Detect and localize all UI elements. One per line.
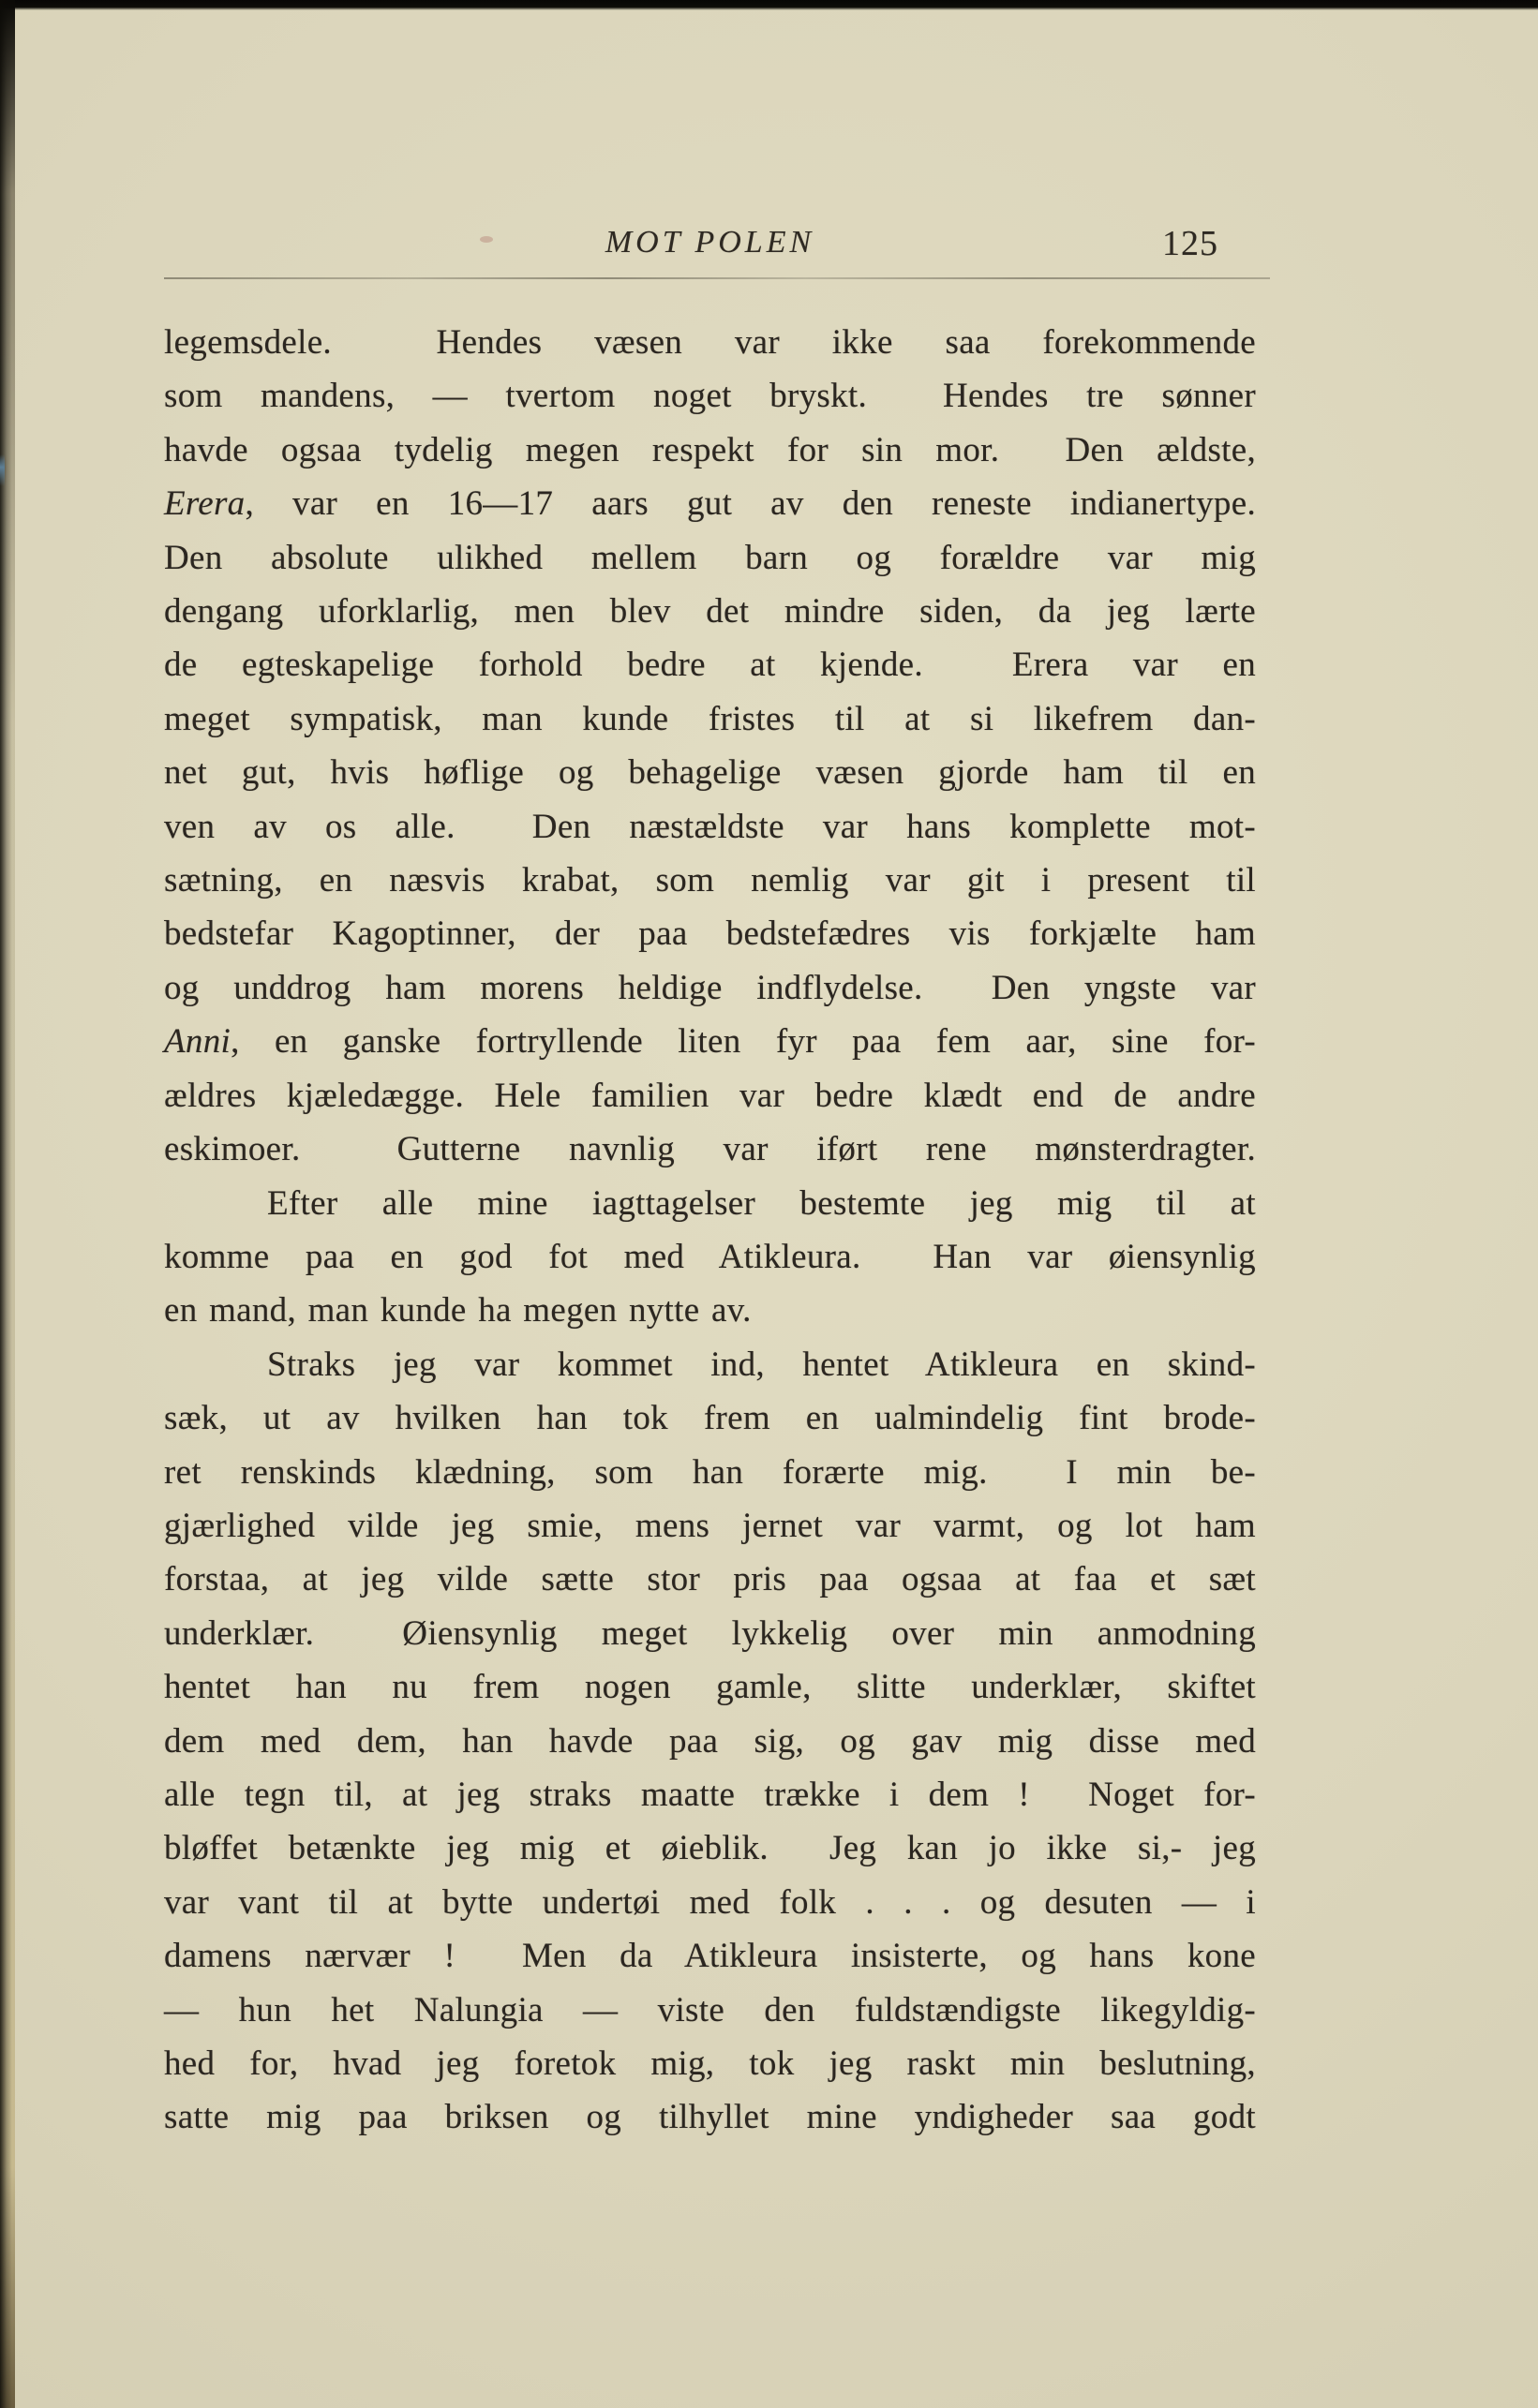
body-text — [164, 316, 1256, 2145]
page-binding-edge — [0, 0, 15, 2408]
text-segment: sæk, ut av hvilken han tok frem en ualmindelig fint brode- — [164, 1399, 1256, 1438]
text-line — [164, 1122, 1256, 1176]
text-line — [164, 1284, 1256, 1337]
running-header-title: MOT POLEN — [605, 225, 815, 260]
text-line — [164, 369, 1256, 423]
text-line — [164, 1929, 1256, 1983]
text-line — [164, 1876, 1256, 1929]
text-segment: eskimoer. Gutterne navnlig var iført rene mønsterdragter. — [164, 1130, 1256, 1169]
running-header — [164, 225, 1256, 272]
text-line — [164, 907, 1256, 960]
header-rule — [164, 277, 1270, 279]
text-line — [164, 1984, 1256, 2037]
text-line — [164, 1607, 1256, 1660]
text-segment: ven av os alle. Den næstældste var hans komplette mot- — [164, 807, 1256, 846]
edge-mark — [0, 454, 5, 486]
text-segment: meget sympatisk, man kunde fristes til at si likefrem dan- — [164, 699, 1256, 738]
text-segment: sætning, en næsvis krabat, som nemlig var git i present til — [164, 861, 1256, 900]
text-segment: komme paa en god fot med Atikleura. Han var øiensynlig — [164, 1237, 1256, 1276]
page-top-edge — [0, 0, 1538, 10]
text-segment: ældres kjæledægge. Hele familien var bedre klædt end de andre — [164, 1076, 1256, 1115]
text-segment: legemsdele. Hendes væsen var ikke saa forekommende — [164, 323, 1256, 362]
text-segment: , var en 16—17 aars gut av den reneste indianertype. — [245, 484, 1256, 524]
text-segment: satte mig paa briksen og tilhyllet mine yndigheder saa godt — [164, 2098, 1256, 2137]
text-line — [164, 2090, 1256, 2144]
text-segment: Efter alle mine iagttagelser bestemte jeg mig til at — [267, 1183, 1256, 1223]
italic-text-segment: Anni — [164, 1022, 231, 1062]
text-line — [164, 316, 1256, 369]
italic-text-segment: Erera — [164, 484, 246, 524]
text-segment: som mandens, — tvertom noget bryskt. Hendes tre sønner — [164, 377, 1256, 416]
text-line — [164, 1015, 1256, 1068]
text-segment: hentet han nu frem nogen gamle, slitte underklær, skiftet — [164, 1668, 1256, 1707]
text-segment: en mand, man kunde ha megen nytte av. — [164, 1291, 752, 1330]
text-line — [164, 1446, 1256, 1499]
text-segment: og unddrog ham morens heldige indflydelse. Den yngste var — [164, 968, 1256, 1007]
text-segment: net gut, hvis høflige og behagelige væsen gjorde ham til en — [164, 753, 1256, 793]
text-line — [164, 1069, 1256, 1122]
text-segment: damens nærvær ! Men da Atikleura insisterte, og hans kone — [164, 1937, 1256, 1976]
text-line — [164, 1391, 1256, 1445]
text-segment: alle tegn til, at jeg straks maatte trække i dem ! Noget for- — [164, 1775, 1256, 1814]
text-segment: — hun het Nalungia — viste den fuldstændigste likegyldig- — [164, 1990, 1256, 2029]
text-segment: , en ganske fortryllende liten fyr paa fem aar, sine for- — [231, 1022, 1256, 1062]
text-segment: dengang uforklarlig, men blev det mindre siden, da jeg lærte — [164, 592, 1256, 632]
text-segment: underklær. Øiensynlig meget lykkelig over min anmodning — [164, 1613, 1256, 1653]
text-segment: dem med dem, han havde paa sig, og gav mig disse med — [164, 1721, 1256, 1761]
text-line — [164, 692, 1256, 746]
text-line — [164, 1338, 1256, 1391]
text-line — [164, 585, 1256, 638]
text-segment: Den absolute ulikhed mellem barn og forældre var mig — [164, 538, 1256, 577]
text-line — [164, 800, 1256, 854]
text-line — [164, 746, 1256, 799]
text-line — [164, 1715, 1256, 1768]
text-segment: var vant til at bytte undertøi med folk . . . og desuten — i — [164, 1882, 1256, 1922]
text-segment: Straks jeg var kommet ind, hentet Atikleura en skind- — [267, 1345, 1256, 1384]
text-line — [164, 424, 1256, 477]
text-segment: bedstefar Kagoptinner, der paa bedstefædres vis forkjælte ham — [164, 914, 1256, 954]
text-segment: bløffet betænkte jeg mig et øieblik. Jeg kan jo ikke si,- jeg — [164, 1829, 1256, 1868]
text-line — [164, 1660, 1256, 1714]
text-line — [164, 531, 1256, 585]
text-line — [164, 1230, 1256, 1284]
text-segment: forstaa, at jeg vilde sætte stor pris paa ogsaa at faa et sæt — [164, 1560, 1256, 1599]
text-line — [164, 477, 1256, 530]
text-line — [164, 1821, 1256, 1875]
text-segment: ret renskinds klædning, som han forærte mig. I min be- — [164, 1452, 1256, 1492]
text-line — [164, 961, 1256, 1015]
text-segment: hed for, hvad jeg foretok mig, tok jeg raskt min beslutning, — [164, 2044, 1256, 2083]
text-line — [164, 854, 1256, 907]
text-line — [164, 1499, 1256, 1553]
text-segment: de egteskapelige forhold bedre at kjende. Erera var en — [164, 646, 1256, 685]
text-line — [164, 1768, 1256, 1821]
text-line — [164, 1177, 1256, 1230]
text-segment: havde ogsaa tydelig megen respekt for sin mor. Den ældste, — [164, 430, 1256, 469]
text-segment: gjærlighed vilde jeg smie, mens jernet var varmt, og lot ham — [164, 1506, 1256, 1545]
text-line — [164, 2037, 1256, 2090]
text-line — [164, 1553, 1256, 1606]
text-line — [164, 638, 1256, 691]
page-number: 125 — [1162, 224, 1218, 263]
